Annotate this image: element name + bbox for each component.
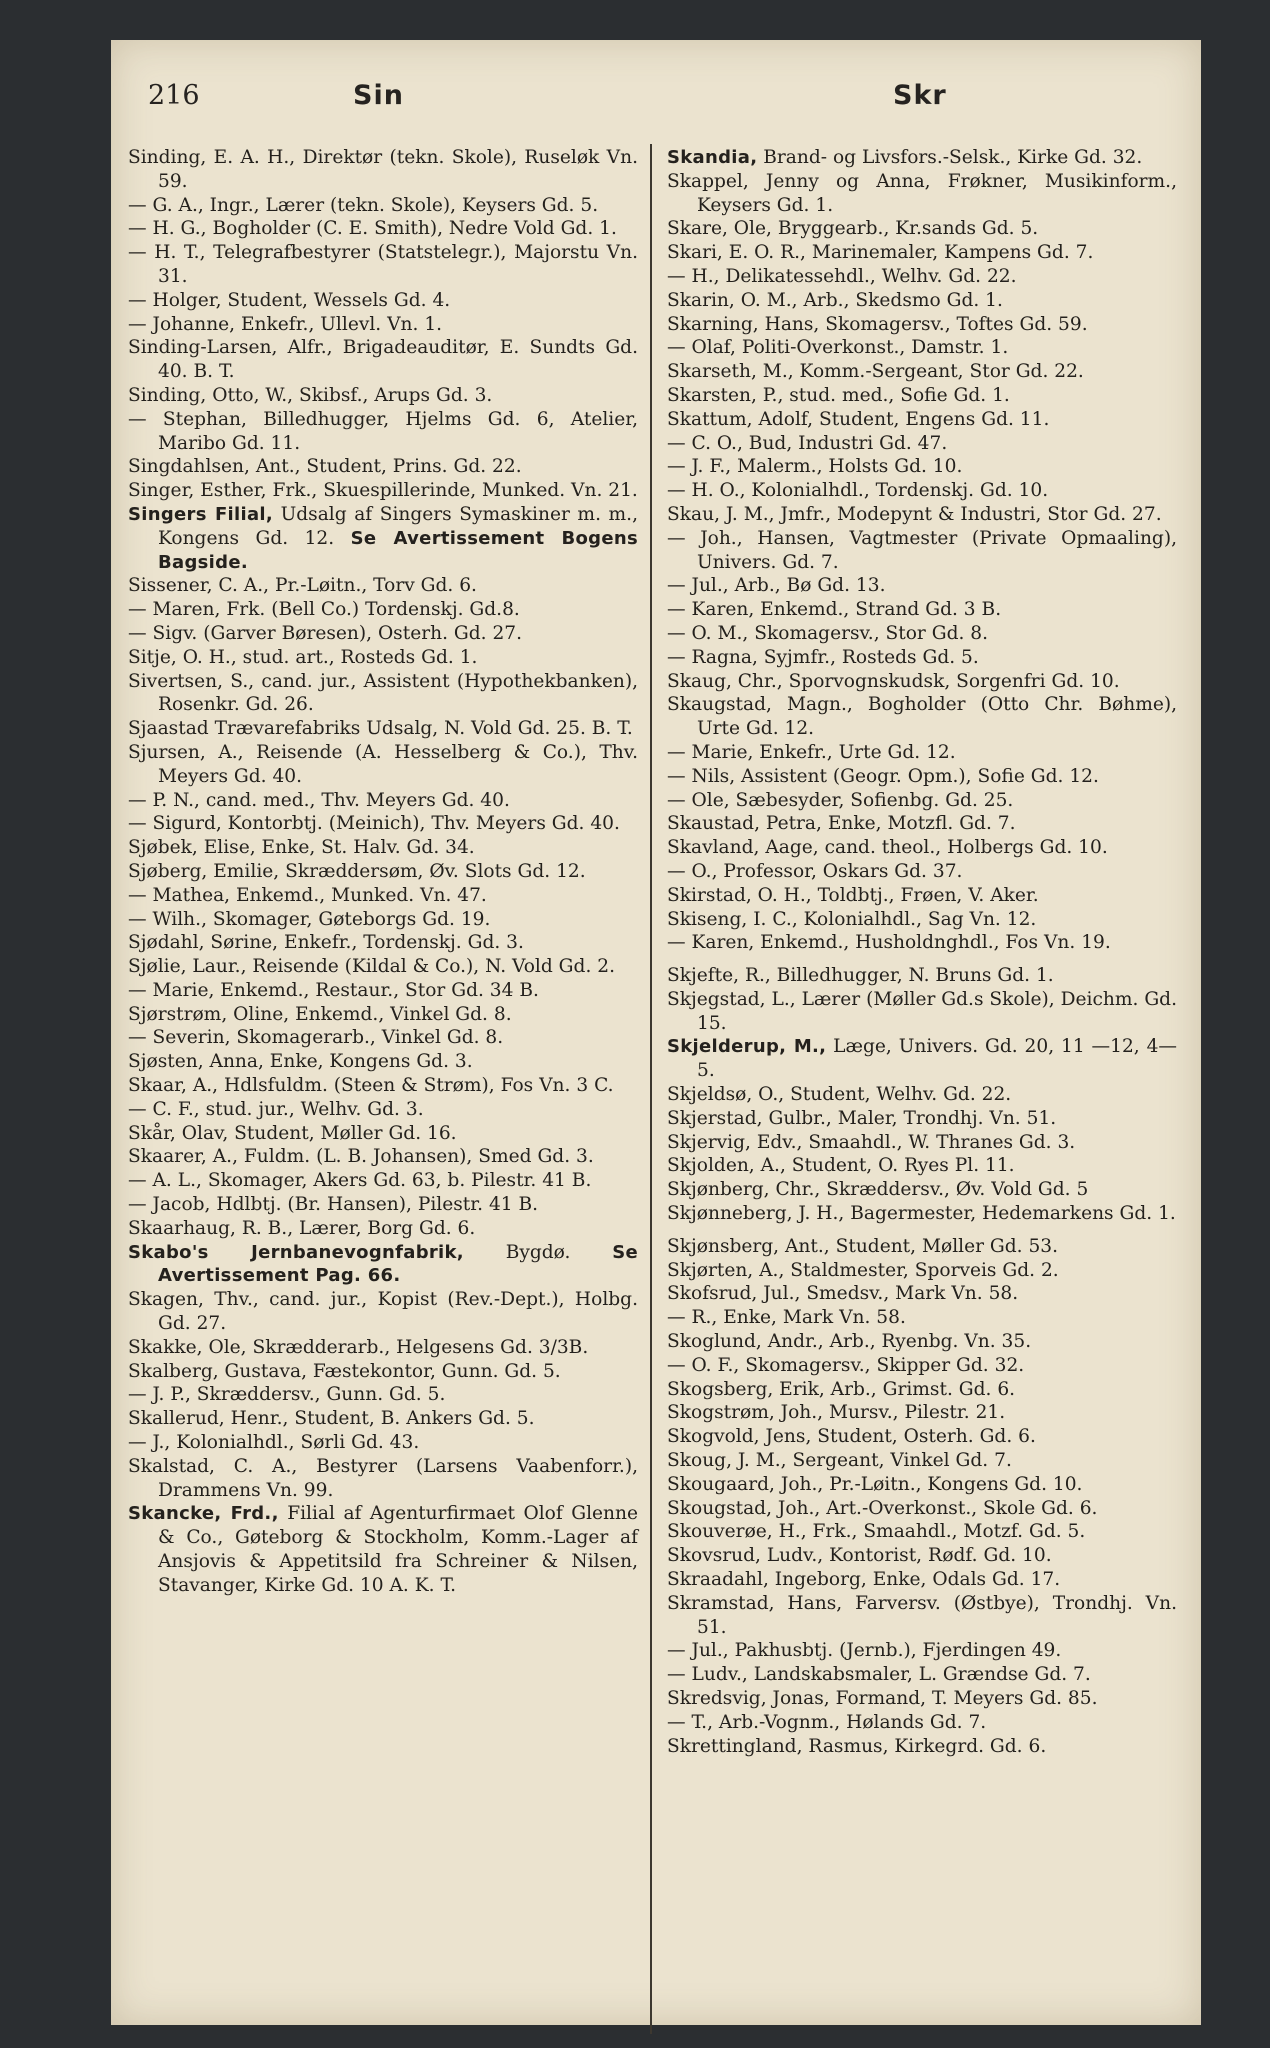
entry-text: Singdahlsen, Ant., Student, Prins. Gd. 22. <box>128 456 522 478</box>
directory-entry <box>667 812 1177 836</box>
entry-text: Skalstad, C. A., Bestyrer (Larsens Vaabenforr.), Drammens Vn. 99. <box>128 1455 638 1501</box>
directory-entry <box>667 1711 1177 1735</box>
entry-text: — Sigurd, Kontorbtj. (Meinich), Thv. Meyers Gd. 40. <box>128 813 620 835</box>
directory-entry <box>128 217 638 241</box>
entry-text: — O., Professor, Oskars Gd. 37. <box>667 860 963 882</box>
entry-text: — C. O., Bud, Industri Gd. 47. <box>667 432 948 454</box>
entry-text: — Olaf, Politi-Overkonst., Damstr. 1. <box>667 337 1009 359</box>
column-divider <box>650 144 652 2034</box>
directory-entry <box>128 717 638 741</box>
entry-text: Skaar, A., Hdlsfuldm. (Steen & Strøm), Fos Vn. 3 C. <box>128 1075 614 1097</box>
entry-text: — O. M., Skomagersv., Stor Gd. 8. <box>667 622 989 644</box>
entry-text: Skaug, Chr., Sporvognskudsk, Sorgenfri Gd. 10. <box>667 670 1120 692</box>
entry-text: — P. N., cand. med., Thv. Meyers Gd. 40. <box>128 789 510 811</box>
entry-text: — Jul., Pakhusbtj. (Jernb.), Fjerdingen 49. <box>667 1640 1062 1662</box>
directory-entry <box>667 313 1177 337</box>
directory-entry <box>128 1360 638 1384</box>
directory-entry <box>667 1306 1177 1330</box>
directory-entry <box>667 217 1177 241</box>
directory-entry <box>667 789 1177 813</box>
entry-text: Skjerstad, Gulbr., Maler, Trondhj. Vn. 51. <box>667 1107 1057 1129</box>
entry-text: — O. F., Skomagersv., Skipper Gd. 32. <box>667 1354 1025 1376</box>
directory-entry <box>128 479 638 503</box>
directory-entry <box>128 1455 638 1503</box>
directory-entry <box>667 170 1177 218</box>
right-guide-word: Skr <box>893 80 947 111</box>
directory-entry <box>128 1026 638 1050</box>
entry-text: Skarin, O. M., Arb., Skedsmo Gd. 1. <box>667 289 1003 311</box>
directory-entry <box>667 670 1177 694</box>
entry-text: — Maren, Frk. (Bell Co.) Tordenskj. Gd.8. <box>128 599 520 621</box>
directory-entry <box>667 1401 1177 1425</box>
directory-entry <box>667 884 1177 908</box>
left-guide-word: Sin <box>353 80 404 111</box>
entry-bold-name: Skabo's Jernbanevognfabrik, <box>128 1241 464 1263</box>
entry-text: — Wilh., Skomager, Gøteborgs Gd. 19. <box>128 908 491 930</box>
entry-text: Skoglund, Andr., Arb., Ryenbg. Vn. 35. <box>667 1331 1032 1353</box>
entry-text: Brand- og Livsfors.-Selsk., Kirke Gd. 32. <box>757 147 1143 168</box>
directory-entry <box>667 1735 1177 1759</box>
directory-entry <box>667 479 1177 503</box>
directory-entry <box>667 455 1177 479</box>
entry-text: Skarsten, P., stud. med., Sofie Gd. 1. <box>667 384 1010 406</box>
entry-text: Sissener, C. A., Pr.-Løitn., Torv Gd. 6. <box>128 575 477 597</box>
entry-text: — Sigv. (Garver Børesen), Osterh. Gd. 27. <box>128 622 523 644</box>
entry-text: Sinding, Otto, W., Skibsf., Arups Gd. 3. <box>128 384 493 406</box>
entry-text: Sjøsten, Anna, Enke, Kongens Gd. 3. <box>128 1051 473 1073</box>
directory-entry <box>667 1592 1177 1640</box>
entry-text: — Jul., Arb., Bø Gd. 13. <box>667 575 886 597</box>
entry-text: Skaugstad, Magn., Bogholder (Otto Chr. Bøhme), Urte Gd. 12. <box>667 694 1177 740</box>
directory-entry <box>128 622 638 646</box>
entry-gap <box>667 1226 1177 1235</box>
directory-entry <box>667 964 1177 988</box>
entry-text: — Ragna, Syjmfr., Rosteds Gd. 5. <box>667 646 979 668</box>
entry-text: Skalberg, Gustava, Fæstekontor, Gunn. Gd. 5. <box>128 1360 561 1382</box>
directory-entry <box>667 1178 1177 1202</box>
entry-text: Sitje, O. H., stud. art., Rosteds Gd. 1. <box>128 646 478 668</box>
directory-entry <box>667 1035 1177 1083</box>
directory-entry <box>667 1425 1177 1449</box>
entry-text: Skaustad, Petra, Enke, Motzfl. Gd. 7. <box>667 813 1016 835</box>
entry-text: Skallerud, Henr., Student, B. Ankers Gd. 5. <box>128 1408 535 1430</box>
directory-entry <box>667 1663 1177 1687</box>
directory-entry <box>667 1154 1177 1178</box>
entry-text: Bygdø. <box>463 1241 613 1263</box>
entry-text: — Karen, Enkemd., Strand Gd. 3 B. <box>667 599 1002 621</box>
directory-entry <box>128 884 638 908</box>
directory-entry <box>128 1431 638 1455</box>
entry-text: Skougstad, Joh., Art.-Overkonst., Skole Gd. 6. <box>667 1497 1098 1519</box>
entry-text: Filial af Agenturfirmaet Olof Glenne & Co., Gøteborg & Stockholm, Komm.-Lager af Ansjovis & Appetitsild fra Schreiner & Nilsen, Stavanger, Kirke Gd. 10 A. K. T. <box>158 1503 638 1596</box>
directory-entry <box>128 503 638 574</box>
directory-entry <box>667 908 1177 932</box>
directory-entry <box>128 812 638 836</box>
directory-entry <box>128 598 638 622</box>
entry-text: Skraadahl, Ingeborg, Enke, Odals Gd. 17. <box>667 1569 1061 1591</box>
directory-entry <box>667 1202 1177 1226</box>
entry-text: Skramstad, Hans, Farversv. (Østbye), Trondhj. Vn. 51. <box>667 1592 1177 1638</box>
directory-entry <box>128 860 638 884</box>
directory-entry <box>667 1330 1177 1354</box>
entry-text: Skjolden, A., Student, O. Ryes Pl. 11. <box>667 1155 1015 1177</box>
directory-entry <box>128 789 638 813</box>
entry-text: Skarning, Hans, Skomagersv., Toftes Gd. 59. <box>667 313 1088 335</box>
entry-bold-name: Singers Filial, <box>128 503 274 525</box>
directory-entry <box>667 265 1177 289</box>
entry-text: Skjefte, R., Billedhugger, N. Bruns Gd. 1. <box>667 965 1054 987</box>
directory-entry <box>128 908 638 932</box>
directory-entry <box>667 931 1177 955</box>
directory-entry <box>128 1502 638 1597</box>
entry-text: Sjølie, Laur., Reisende (Kildal & Co.), N. Vold Gd. 2. <box>128 956 616 978</box>
entry-text: Skjervig, Edv., Smaahdl., W. Thranes Gd. 3. <box>667 1131 1076 1153</box>
directory-entry <box>128 1241 638 1289</box>
entry-text: Skaarer, A., Fuldm. (L. B. Johansen), Smed Gd. 3. <box>128 1146 594 1168</box>
directory-entry <box>667 1107 1177 1131</box>
entry-text: Skoug, J. M., Sergeant, Vinkel Gd. 7. <box>667 1450 1012 1472</box>
entry-text: Sinding-Larsen, Alfr., Brigadeauditør, E. Sundts Gd. 40. B. T. <box>128 337 638 383</box>
entry-text: Skovsrud, Ludv., Kontorist, Rødf. Gd. 10. <box>667 1545 1052 1567</box>
directory-entry <box>128 1050 638 1074</box>
entry-bold-name: Skjelderup, M., <box>667 1036 827 1058</box>
entry-text: — H. O., Kolonialhdl., Tordenskj. Gd. 10. <box>667 480 1049 502</box>
directory-entry <box>667 1497 1177 1521</box>
entry-text: — R., Enke, Mark Vn. 58. <box>667 1307 906 1329</box>
entry-text: — Mathea, Enkemd., Munked. Vn. 47. <box>128 884 487 906</box>
directory-entry <box>128 313 638 337</box>
entry-text: Skouverøe, H., Frk., Smaahdl., Motzf. Gd. 5. <box>667 1521 1086 1543</box>
entry-text: Skavland, Aage, cand. theol., Holbergs Gd. 10. <box>667 837 1108 859</box>
directory-entry <box>667 1520 1177 1544</box>
directory-entry <box>667 622 1177 646</box>
entry-text: Skattum, Adolf, Student, Engens Gd. 11. <box>667 408 1050 430</box>
directory-entry <box>128 574 638 598</box>
entry-text: — Nils, Assistent (Geogr. Opm.), Sofie Gd. 12. <box>667 765 1099 787</box>
entry-text: Skredsvig, Jonas, Formand, T. Meyers Gd. 85. <box>667 1688 1098 1709</box>
entry-text: Skår, Olav, Student, Møller Gd. 16. <box>128 1122 457 1144</box>
directory-entry <box>667 1687 1177 1711</box>
directory-entry <box>128 741 638 789</box>
entry-text: Skau, J. M., Jmfr., Modepynt & Industri, Stor Gd. 27. <box>667 503 1162 525</box>
entry-text: — Ludv., Landskabsmaler, L. Grændse Gd. 7. <box>667 1664 1091 1686</box>
directory-entry <box>128 1217 638 1241</box>
entry-text: Sivertsen, S., cand. jur., Assistent (Hypothekbanken), Rosenkr. Gd. 26. <box>128 670 638 716</box>
directory-entry <box>667 527 1177 575</box>
right-column <box>667 146 1177 1758</box>
entry-advert-note: Se Avertissement Pag. 66. <box>158 1241 639 1287</box>
directory-entry <box>128 1098 638 1122</box>
directory-entry <box>667 765 1177 789</box>
entry-text: Sjursen, A., Reisende (A. Hesselberg & Co.), Thv. Meyers Gd. 40. <box>128 741 638 787</box>
directory-entry <box>128 336 638 384</box>
directory-entry <box>667 432 1177 456</box>
entry-text: Sjødahl, Sørine, Enkefr., Tordenskj. Gd. 3. <box>128 932 524 954</box>
directory-entry <box>667 1378 1177 1402</box>
directory-entry <box>667 241 1177 265</box>
entry-text: — Marie, Enkemd., Restaur., Stor Gd. 34 B. <box>128 979 539 1001</box>
entry-text: — Karen, Enkemd., Husholdnghdl., Fos Vn. 19. <box>667 932 1111 954</box>
directory-entry <box>667 1449 1177 1473</box>
entry-text: — H. G., Bogholder (C. E. Smith), Nedre Vold Gd. 1. <box>128 218 617 240</box>
entry-text: — H., Delikatessehdl., Welhv. Gd. 22. <box>667 265 1017 287</box>
directory-entry <box>667 741 1177 765</box>
directory-entry <box>128 1383 638 1407</box>
directory-entry <box>128 455 638 479</box>
entry-advert-note: Se Avertissement Bogens Bagside. <box>158 527 638 573</box>
entry-text: Skaarhaug, R. B., Lærer, Borg Gd. 6. <box>128 1217 476 1239</box>
entry-text: Skofsrud, Jul., Smedsv., Mark Vn. 58. <box>667 1283 1019 1305</box>
entry-text: Skarseth, M., Komm.-Sergeant, Stor Gd. 22. <box>667 361 1084 383</box>
entry-text: Skjørten, A., Staldmester, Sporveis Gd. 2. <box>667 1259 1059 1281</box>
directory-entry <box>128 670 638 718</box>
directory-entry <box>667 860 1177 884</box>
entry-text: — T., Arb.-Vognm., Hølands Gd. 7. <box>667 1711 987 1733</box>
entry-text: — Severin, Skomagerarb., Vinkel Gd. 8. <box>128 1027 504 1049</box>
directory-entry <box>667 1259 1177 1283</box>
directory-entry <box>128 955 638 979</box>
entry-text: Sjøberg, Emilie, Skræddersøm, Øv. Slots Gd. 12. <box>128 860 586 882</box>
directory-entry <box>128 384 638 408</box>
entry-text: Skjønneberg, J. H., Bagermester, Hedemarkens Gd. 1. <box>667 1203 1176 1225</box>
directory-entry <box>667 1354 1177 1378</box>
directory-entry <box>667 1282 1177 1306</box>
entry-text: Skjønberg, Chr., Skræddersv., Øv. Vold Gd. 5 <box>667 1179 1089 1201</box>
directory-entry <box>667 408 1177 432</box>
entry-bold-name: Skandia, <box>667 147 758 168</box>
entry-text: — J., Kolonialhdl., Sørli Gd. 43. <box>128 1432 420 1454</box>
entry-text: — Jacob, Hdlbtj. (Br. Hansen), Pilestr. 41 B. <box>128 1194 539 1216</box>
directory-entry <box>667 360 1177 384</box>
directory-entry <box>128 1169 638 1193</box>
directory-entry <box>128 241 638 289</box>
directory-entry <box>667 646 1177 670</box>
entry-text: Sinding, E. A. H., Direktør (tekn. Skole), Ruseløk Vn. 59. <box>128 147 638 192</box>
entry-text: — J. P., Skræddersv., Gunn. Gd. 5. <box>128 1384 446 1406</box>
directory-page <box>111 40 1201 2025</box>
directory-entry <box>128 931 638 955</box>
directory-entry <box>667 836 1177 860</box>
entry-text: Skirstad, O. H., Toldbtj., Frøen, V. Aker. <box>667 884 1039 906</box>
directory-entry <box>667 574 1177 598</box>
directory-entry <box>667 1131 1177 1155</box>
entry-text: — Stephan, Billedhugger, Hjelms Gd. 6, Atelier, Maribo Gd. 11. <box>128 408 638 454</box>
entry-text: Skogsberg, Erik, Arb., Grimst. Gd. 6. <box>667 1378 1016 1400</box>
directory-entry <box>128 1122 638 1146</box>
directory-entry <box>667 384 1177 408</box>
directory-entry <box>128 194 638 218</box>
directory-entry <box>128 836 638 860</box>
directory-entry <box>667 1235 1177 1259</box>
entry-text: Udsalg af Singers Symaskiner m. m., Kongens Gd. 12. <box>158 503 638 549</box>
directory-entry <box>667 1639 1177 1663</box>
entry-text: Skappel, Jenny og Anna, Frøkner, Musikinform., Keysers Gd. 1. <box>667 170 1177 216</box>
entry-text: Skari, E. O. R., Marinemaler, Kampens Gd. 7. <box>667 242 1094 264</box>
directory-entry <box>667 598 1177 622</box>
entry-text: Skagen, Thv., cand. jur., Kopist (Rev.-Dept.), Holbg. Gd. 27. <box>128 1289 638 1335</box>
directory-entry <box>128 146 638 194</box>
entry-text: Singer, Esther, Frk., Skuespillerinde, Munked. Vn. 21. <box>128 480 638 502</box>
directory-entry <box>667 336 1177 360</box>
directory-entry <box>667 1544 1177 1568</box>
directory-entry <box>128 1288 638 1336</box>
directory-entry <box>667 289 1177 313</box>
directory-entry <box>128 289 638 313</box>
entry-text: Skakke, Ole, Skrædderarb., Helgesens Gd. 3/3B. <box>128 1336 589 1358</box>
directory-entry <box>128 1003 638 1027</box>
directory-entry <box>128 1336 638 1360</box>
entry-text: — Johanne, Enkefr., Ullevl. Vn. 1. <box>128 313 443 335</box>
directory-entry <box>667 503 1177 527</box>
entry-text: Sjaastad Trævarefabriks Udsalg, N. Vold Gd. 25. B. T. <box>128 718 633 740</box>
entry-text: Skogstrøm, Joh., Mursv., Pilestr. 21. <box>667 1402 1006 1424</box>
entry-text: Skjegstad, L., Lærer (Møller Gd.s Skole), Deichm. Gd. 15. <box>667 988 1177 1034</box>
directory-entry <box>128 1074 638 1098</box>
entry-text: — C. F., stud. jur., Welhv. Gd. 3. <box>128 1098 424 1120</box>
entry-text: — Holger, Student, Wessels Gd. 4. <box>128 289 451 311</box>
left-column <box>128 146 638 1598</box>
page-number: 216 <box>148 80 200 111</box>
directory-entry <box>128 408 638 456</box>
entry-text: — Joh., Hansen, Vagtmester (Private Opmaaling), Univers. Gd. 7. <box>667 527 1177 573</box>
entry-text: Skiseng, I. C., Kolonialhdl., Sag Vn. 12. <box>667 908 1037 930</box>
entry-text: — G. A., Ingr., Lærer (tekn. Skole), Keysers Gd. 5. <box>128 194 599 216</box>
directory-entry <box>667 1473 1177 1497</box>
directory-entry <box>128 1193 638 1217</box>
directory-entry <box>128 1145 638 1169</box>
entry-bold-name: Skancke, Frd., <box>128 1503 279 1525</box>
entry-text: Skare, Ole, Bryggearb., Kr.sands Gd. 5. <box>667 218 1039 240</box>
directory-entry <box>667 988 1177 1036</box>
directory-entry <box>667 1083 1177 1107</box>
entry-text: Sjørstrøm, Oline, Enkemd., Vinkel Gd. 8. <box>128 1003 512 1025</box>
directory-entry <box>667 1568 1177 1592</box>
entry-text: Skogvold, Jens, Student, Osterh. Gd. 6. <box>667 1426 1036 1448</box>
directory-entry <box>128 646 638 670</box>
entry-text: — Ole, Sæbesyder, Sofienbg. Gd. 25. <box>667 789 1014 811</box>
entry-text: — A. L., Skomager, Akers Gd. 63, b. Pilestr. 41 B. <box>128 1170 592 1192</box>
entry-text: Skjønsberg, Ant., Student, Møller Gd. 53. <box>667 1235 1059 1257</box>
directory-entry <box>128 979 638 1003</box>
entry-text: — H. T., Telegrafbestyrer (Statstelegr.), Majorstu Vn. 31. <box>128 242 638 287</box>
entry-gap <box>667 955 1177 964</box>
entry-text: Skjeldsø, O., Student, Welhv. Gd. 22. <box>667 1084 1012 1106</box>
entry-text: Læge, Univers. Gd. 20, 11 —12, 4—5. <box>697 1036 1177 1082</box>
directory-entry <box>667 146 1177 170</box>
entry-text: Skrettingland, Rasmus, Kirkegrd. Gd. 6. <box>667 1735 1047 1757</box>
entry-text: Sjøbek, Elise, Enke, St. Halv. Gd. 34. <box>128 837 475 859</box>
entry-text: Skougaard, Joh., Pr.-Løitn., Kongens Gd. 10. <box>667 1473 1083 1495</box>
directory-entry <box>667 693 1177 741</box>
entry-text: — J. F., Malerm., Holsts Gd. 10. <box>667 456 963 478</box>
directory-entry <box>128 1407 638 1431</box>
entry-text: — Marie, Enkefr., Urte Gd. 12. <box>667 741 956 763</box>
